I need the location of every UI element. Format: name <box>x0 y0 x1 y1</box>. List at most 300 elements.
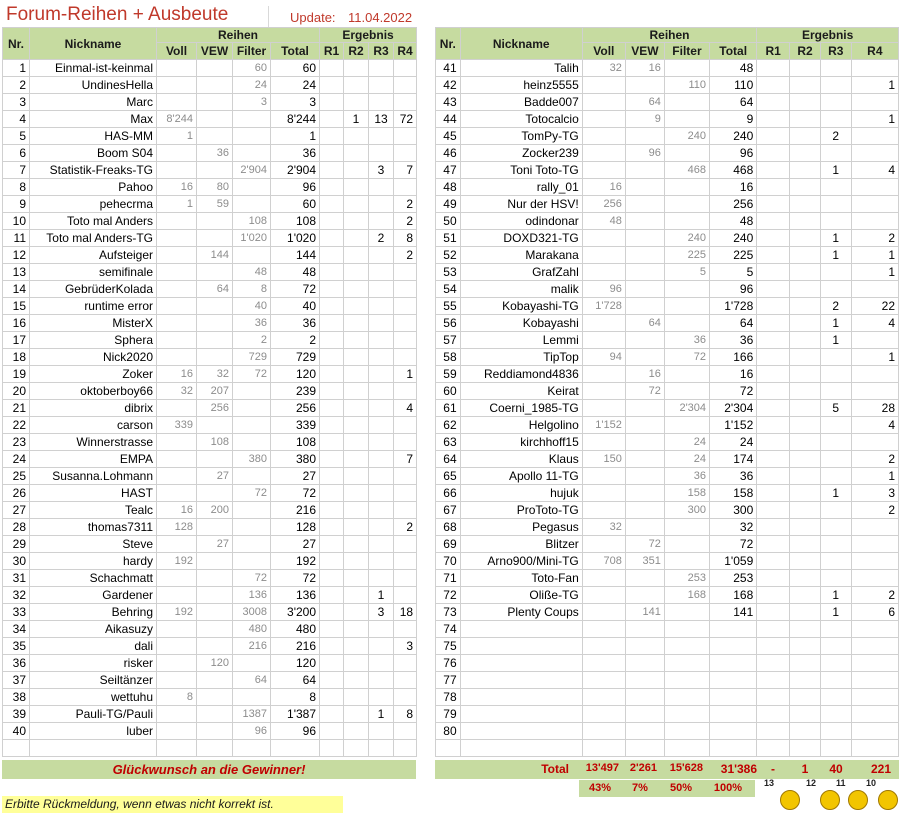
cell-r3[interactable] <box>820 468 851 485</box>
cell-r2[interactable] <box>790 281 821 298</box>
cell-voll[interactable] <box>157 672 197 689</box>
cell-r4[interactable] <box>851 706 898 723</box>
cell-r3[interactable] <box>369 621 394 638</box>
cell-r2[interactable] <box>790 587 821 604</box>
cell-total[interactable]: 40 <box>271 298 320 315</box>
cell-total[interactable]: 1'059 <box>710 553 757 570</box>
cell-voll[interactable] <box>157 638 197 655</box>
cell-voll[interactable] <box>582 655 625 672</box>
cell-total[interactable]: 1'020 <box>271 230 320 247</box>
cell-r4[interactable] <box>394 672 417 689</box>
cell-nickname[interactable]: luber <box>30 723 157 740</box>
cell-total[interactable]: 240 <box>710 128 757 145</box>
cell-voll[interactable]: 256 <box>582 196 625 213</box>
table-row[interactable] <box>436 60 899 77</box>
table-row[interactable] <box>436 417 899 434</box>
cell-r3[interactable] <box>369 128 394 145</box>
cell-total[interactable]: 48 <box>710 60 757 77</box>
cell-r3[interactable]: 2 <box>369 230 394 247</box>
cell-r3[interactable] <box>369 349 394 366</box>
cell-vew[interactable] <box>625 451 664 468</box>
cell-filter[interactable]: 729 <box>233 349 271 366</box>
cell-r4[interactable]: 4 <box>851 162 898 179</box>
table-row[interactable] <box>436 366 899 383</box>
cell-voll[interactable] <box>157 485 197 502</box>
cell-vew[interactable] <box>625 468 664 485</box>
cell-r2[interactable] <box>344 655 369 672</box>
cell-nickname[interactable]: semifinale <box>30 264 157 281</box>
cell-r1[interactable] <box>320 672 344 689</box>
cell-r1[interactable] <box>757 468 790 485</box>
col-header-nr[interactable]: Nr. <box>436 28 461 60</box>
cell-voll[interactable] <box>582 723 625 740</box>
cell-r2[interactable] <box>790 77 821 94</box>
cell-nickname[interactable]: HAST <box>30 485 157 502</box>
cell-r2[interactable] <box>344 417 369 434</box>
cell-r4[interactable] <box>394 94 417 111</box>
cell-r4[interactable] <box>394 417 417 434</box>
cell-filter[interactable] <box>664 281 709 298</box>
cell-vew[interactable] <box>197 570 233 587</box>
cell-nr[interactable]: 32 <box>3 587 30 604</box>
cell-nr[interactable]: 2 <box>3 77 30 94</box>
cell-r2[interactable] <box>344 332 369 349</box>
cell-r4[interactable]: 2 <box>394 196 417 213</box>
cell-voll[interactable]: 708 <box>582 553 625 570</box>
cell-voll[interactable] <box>157 281 197 298</box>
cell-total[interactable]: 256 <box>710 196 757 213</box>
cell-vew[interactable]: 72 <box>625 383 664 400</box>
cell-r3[interactable] <box>369 400 394 417</box>
cell-r3[interactable]: 1 <box>369 587 394 604</box>
cell-r3[interactable] <box>369 196 394 213</box>
cell-total[interactable]: 168 <box>710 587 757 604</box>
cell-nr[interactable]: 8 <box>3 179 30 196</box>
cell-r1[interactable] <box>320 349 344 366</box>
cell-vew[interactable] <box>625 128 664 145</box>
cell-r1[interactable] <box>757 179 790 196</box>
cell-filter[interactable] <box>233 145 271 162</box>
cell-voll[interactable] <box>582 230 625 247</box>
cell-nr[interactable]: 41 <box>436 60 461 77</box>
cell-total[interactable]: 216 <box>271 502 320 519</box>
cell-nickname[interactable]: carson <box>30 417 157 434</box>
cell-r1[interactable] <box>320 604 344 621</box>
cell-r1[interactable] <box>320 570 344 587</box>
cell-r2[interactable] <box>790 502 821 519</box>
cell-nickname[interactable] <box>460 689 582 706</box>
table-row[interactable] <box>3 162 417 179</box>
cell-vew[interactable]: 207 <box>197 383 233 400</box>
cell-nr[interactable]: 53 <box>436 264 461 281</box>
table-row[interactable] <box>436 689 899 706</box>
cell-r3[interactable] <box>369 77 394 94</box>
table-row[interactable] <box>436 434 899 451</box>
cell-nickname[interactable]: hujuk <box>460 485 582 502</box>
table-row[interactable] <box>436 77 899 94</box>
cell-total[interactable]: 48 <box>710 213 757 230</box>
cell-r3[interactable]: 1 <box>820 485 851 502</box>
cell-r4[interactable] <box>851 128 898 145</box>
cell-voll[interactable] <box>157 332 197 349</box>
cell-r1[interactable] <box>757 247 790 264</box>
cell-r2[interactable] <box>344 621 369 638</box>
cell-filter[interactable]: 380 <box>233 451 271 468</box>
cell-filter[interactable]: 110 <box>664 77 709 94</box>
cell-r3[interactable] <box>820 570 851 587</box>
cell-r4[interactable]: 4 <box>851 315 898 332</box>
cell-nr[interactable]: 1 <box>3 60 30 77</box>
cell-r1[interactable] <box>757 349 790 366</box>
cell-nr[interactable]: 17 <box>3 332 30 349</box>
cell-total[interactable]: 8 <box>271 689 320 706</box>
cell-filter[interactable] <box>233 655 271 672</box>
cell-nickname[interactable]: TomPy-TG <box>460 128 582 145</box>
table-row[interactable] <box>436 723 899 740</box>
cell-total[interactable]: 108 <box>271 434 320 451</box>
cell-filter[interactable] <box>233 536 271 553</box>
cell-filter[interactable] <box>664 672 709 689</box>
cell-voll[interactable] <box>582 247 625 264</box>
cell-r2[interactable] <box>790 94 821 111</box>
cell-r4[interactable] <box>394 383 417 400</box>
cell-vew[interactable] <box>197 723 233 740</box>
cell-total[interactable]: 27 <box>271 536 320 553</box>
cell-total[interactable]: 253 <box>710 570 757 587</box>
cell-r1[interactable] <box>757 230 790 247</box>
cell-r3[interactable] <box>369 332 394 349</box>
table-row[interactable] <box>3 315 417 332</box>
cell-r2[interactable] <box>344 213 369 230</box>
cell-total[interactable]: 192 <box>271 553 320 570</box>
cell-r1[interactable] <box>320 162 344 179</box>
cell-r3[interactable] <box>820 94 851 111</box>
cell-r1[interactable] <box>757 689 790 706</box>
table-row[interactable] <box>3 536 417 553</box>
cell-filter[interactable]: 158 <box>664 485 709 502</box>
table-row[interactable] <box>436 383 899 400</box>
cell-r4[interactable] <box>394 468 417 485</box>
cell-filter[interactable]: 24 <box>664 451 709 468</box>
cell-filter[interactable] <box>233 434 271 451</box>
cell-r2[interactable] <box>790 213 821 230</box>
cell-voll[interactable]: 8 <box>157 689 197 706</box>
cell-total[interactable]: 32 <box>710 519 757 536</box>
cell-r1[interactable] <box>757 570 790 587</box>
cell-r4[interactable] <box>394 349 417 366</box>
table-row[interactable] <box>436 570 899 587</box>
col-header-nickname[interactable]: Nickname <box>460 28 582 60</box>
cell-r1[interactable] <box>320 434 344 451</box>
cell-voll[interactable] <box>582 145 625 162</box>
cell-r2[interactable] <box>344 179 369 196</box>
cell-r2[interactable] <box>790 349 821 366</box>
cell-nickname[interactable]: Nick2020 <box>30 349 157 366</box>
cell-nickname[interactable]: UndinesHella <box>30 77 157 94</box>
cell-r2[interactable] <box>790 434 821 451</box>
cell-r1[interactable] <box>757 502 790 519</box>
cell-vew[interactable]: 36 <box>197 145 233 162</box>
cell-r1[interactable] <box>320 519 344 536</box>
cell-voll[interactable] <box>157 570 197 587</box>
cell-r2[interactable] <box>790 536 821 553</box>
cell-voll[interactable] <box>582 536 625 553</box>
cell-vew[interactable] <box>197 349 233 366</box>
cell-voll[interactable]: 150 <box>582 451 625 468</box>
cell-filter[interactable]: 72 <box>233 485 271 502</box>
cell-r4[interactable] <box>851 383 898 400</box>
cell-nickname[interactable]: Keirat <box>460 383 582 400</box>
cell-voll[interactable] <box>582 638 625 655</box>
cell-voll[interactable] <box>157 400 197 417</box>
cell-r4[interactable] <box>851 672 898 689</box>
cell-r4[interactable] <box>851 553 898 570</box>
cell-nickname[interactable]: Kobayashi-TG <box>460 298 582 315</box>
cell-r3[interactable] <box>369 485 394 502</box>
cell-r2[interactable] <box>790 468 821 485</box>
cell-nr[interactable]: 75 <box>436 638 461 655</box>
table-row[interactable] <box>3 672 417 689</box>
cell-r2[interactable] <box>344 604 369 621</box>
cell-filter[interactable] <box>233 400 271 417</box>
cell-vew[interactable]: 27 <box>197 468 233 485</box>
cell-filter[interactable]: 36 <box>664 332 709 349</box>
cell-vew[interactable] <box>625 519 664 536</box>
cell-voll[interactable] <box>157 587 197 604</box>
cell-r2[interactable] <box>344 706 369 723</box>
cell-nr[interactable]: 67 <box>436 502 461 519</box>
cell-r4[interactable] <box>851 655 898 672</box>
cell-nr[interactable]: 57 <box>436 332 461 349</box>
cell-r1[interactable] <box>320 77 344 94</box>
cell-voll[interactable] <box>582 264 625 281</box>
cell-nickname[interactable]: Susanna.Lohmann <box>30 468 157 485</box>
cell-r4[interactable]: 28 <box>851 400 898 417</box>
cell-nickname[interactable]: Lemmi <box>460 332 582 349</box>
table-row[interactable] <box>3 468 417 485</box>
cell-r2[interactable] <box>790 60 821 77</box>
cell-filter[interactable] <box>664 655 709 672</box>
cell-nr[interactable]: 37 <box>3 672 30 689</box>
cell-nickname[interactable]: dibrix <box>30 400 157 417</box>
cell-nickname[interactable]: Kobayashi <box>460 315 582 332</box>
cell-nr[interactable]: 3 <box>3 94 30 111</box>
cell-nickname[interactable]: Seiltänzer <box>30 672 157 689</box>
cell-r2[interactable] <box>790 519 821 536</box>
cell-r4[interactable] <box>394 264 417 281</box>
cell-nr[interactable]: 30 <box>3 553 30 570</box>
cell-r2[interactable] <box>344 723 369 740</box>
cell-vew[interactable] <box>625 706 664 723</box>
cell-r3[interactable]: 1 <box>820 230 851 247</box>
cell-r3[interactable] <box>820 77 851 94</box>
cell-total[interactable]: 27 <box>271 468 320 485</box>
cell-r2[interactable] <box>344 587 369 604</box>
cell-voll[interactable] <box>157 94 197 111</box>
cell-r3[interactable] <box>369 417 394 434</box>
cell-nr[interactable]: 50 <box>436 213 461 230</box>
cell-nickname[interactable]: Nur der HSV! <box>460 196 582 213</box>
cell-filter[interactable]: 64 <box>233 672 271 689</box>
cell-r4[interactable]: 3 <box>394 638 417 655</box>
cell-nr[interactable]: 33 <box>3 604 30 621</box>
cell-voll[interactable]: 16 <box>157 366 197 383</box>
table-row[interactable] <box>3 400 417 417</box>
table-row[interactable] <box>3 553 417 570</box>
cell-r4[interactable]: 2 <box>394 213 417 230</box>
cell-r4[interactable] <box>851 638 898 655</box>
cell-r4[interactable]: 2 <box>851 230 898 247</box>
cell-voll[interactable] <box>157 162 197 179</box>
cell-total[interactable]: 36 <box>710 332 757 349</box>
cell-voll[interactable] <box>157 621 197 638</box>
cell-r3[interactable] <box>820 417 851 434</box>
table-row[interactable] <box>3 60 417 77</box>
cell-r1[interactable] <box>320 723 344 740</box>
cell-voll[interactable] <box>582 604 625 621</box>
cell-voll[interactable] <box>157 434 197 451</box>
table-row[interactable] <box>3 213 417 230</box>
table-row[interactable] <box>436 485 899 502</box>
cell-r4[interactable]: 2 <box>394 519 417 536</box>
cell-voll[interactable]: 48 <box>582 213 625 230</box>
cell-r4[interactable] <box>394 723 417 740</box>
table-row[interactable] <box>436 349 899 366</box>
cell-r1[interactable] <box>757 553 790 570</box>
col-header-r3[interactable]: R3 <box>820 43 851 60</box>
cell-voll[interactable] <box>582 315 625 332</box>
cell-r3[interactable] <box>820 638 851 655</box>
cell-r2[interactable] <box>790 162 821 179</box>
cell-r4[interactable]: 72 <box>394 111 417 128</box>
table-row[interactable] <box>3 485 417 502</box>
cell-nr[interactable]: 63 <box>436 434 461 451</box>
cell-r4[interactable]: 2 <box>394 247 417 264</box>
cell-total[interactable]: 16 <box>710 366 757 383</box>
cell-filter[interactable] <box>664 553 709 570</box>
cell-r4[interactable] <box>394 689 417 706</box>
cell-nr[interactable]: 76 <box>436 655 461 672</box>
cell-voll[interactable]: 1'728 <box>582 298 625 315</box>
cell-r1[interactable] <box>320 502 344 519</box>
cell-total[interactable]: 120 <box>271 366 320 383</box>
cell-voll[interactable] <box>582 94 625 111</box>
cell-r3[interactable] <box>369 315 394 332</box>
cell-filter[interactable] <box>664 706 709 723</box>
cell-r1[interactable] <box>757 264 790 281</box>
cell-nickname[interactable] <box>460 621 582 638</box>
cell-r4[interactable]: 7 <box>394 451 417 468</box>
cell-nickname[interactable]: Boom S04 <box>30 145 157 162</box>
cell-total[interactable] <box>710 621 757 638</box>
cell-r3[interactable]: 1 <box>369 706 394 723</box>
cell-total[interactable]: 480 <box>271 621 320 638</box>
cell-total[interactable]: 239 <box>271 383 320 400</box>
cell-voll[interactable] <box>582 468 625 485</box>
cell-nickname[interactable]: odindonar <box>460 213 582 230</box>
cell-nickname[interactable] <box>460 655 582 672</box>
cell-nickname[interactable]: oktoberboy66 <box>30 383 157 400</box>
cell-r2[interactable] <box>344 264 369 281</box>
cell-filter[interactable] <box>664 94 709 111</box>
cell-nickname[interactable]: Tealc <box>30 502 157 519</box>
cell-r1[interactable] <box>320 128 344 145</box>
cell-vew[interactable] <box>625 587 664 604</box>
col-header-r1[interactable]: R1 <box>757 43 790 60</box>
cell-r1[interactable] <box>320 213 344 230</box>
cell-filter[interactable]: 96 <box>233 723 271 740</box>
cell-nr[interactable]: 10 <box>3 213 30 230</box>
table-row[interactable] <box>436 332 899 349</box>
cell-total[interactable]: 468 <box>710 162 757 179</box>
cell-voll[interactable] <box>157 298 197 315</box>
cell-r2[interactable] <box>790 315 821 332</box>
cell-nr[interactable]: 61 <box>436 400 461 417</box>
cell-voll[interactable]: 16 <box>582 179 625 196</box>
cell-filter[interactable]: 8 <box>233 281 271 298</box>
cell-r1[interactable] <box>757 213 790 230</box>
cell-r2[interactable] <box>344 315 369 332</box>
cell-vew[interactable] <box>625 434 664 451</box>
cell-r2[interactable] <box>344 162 369 179</box>
cell-filter[interactable] <box>233 553 271 570</box>
cell-r3[interactable] <box>820 179 851 196</box>
cell-total[interactable]: 141 <box>710 604 757 621</box>
cell-filter[interactable]: 225 <box>664 247 709 264</box>
cell-r2[interactable] <box>790 264 821 281</box>
cell-nr[interactable]: 59 <box>436 366 461 383</box>
cell-voll[interactable] <box>582 332 625 349</box>
cell-filter[interactable]: 24 <box>664 434 709 451</box>
cell-filter[interactable] <box>233 417 271 434</box>
cell-nickname[interactable]: Aikasuzy <box>30 621 157 638</box>
cell-r1[interactable] <box>757 621 790 638</box>
cell-vew[interactable] <box>197 672 233 689</box>
cell-nickname[interactable]: Gardener <box>30 587 157 604</box>
cell-nickname[interactable]: TipTop <box>460 349 582 366</box>
cell-nr[interactable]: 42 <box>436 77 461 94</box>
cell-nr[interactable]: 54 <box>436 281 461 298</box>
cell-vew[interactable] <box>625 400 664 417</box>
cell-r1[interactable] <box>757 638 790 655</box>
cell-filter[interactable]: 72 <box>664 349 709 366</box>
cell-vew[interactable] <box>197 162 233 179</box>
cell-r1[interactable] <box>757 604 790 621</box>
cell-r4[interactable]: 2 <box>851 502 898 519</box>
table-row[interactable] <box>436 519 899 536</box>
cell-r1[interactable] <box>757 60 790 77</box>
cell-r3[interactable] <box>820 264 851 281</box>
cell-filter[interactable] <box>664 60 709 77</box>
cell-r1[interactable] <box>320 94 344 111</box>
cell-voll[interactable] <box>582 111 625 128</box>
table-row[interactable] <box>3 434 417 451</box>
col-header-nickname[interactable]: Nickname <box>30 28 157 60</box>
cell-vew[interactable] <box>625 77 664 94</box>
cell-r1[interactable] <box>320 485 344 502</box>
cell-vew[interactable] <box>625 485 664 502</box>
cell-r4[interactable] <box>394 281 417 298</box>
table-row[interactable] <box>436 553 899 570</box>
cell-total[interactable]: 158 <box>710 485 757 502</box>
table-row[interactable] <box>3 519 417 536</box>
cell-filter[interactable]: 300 <box>664 502 709 519</box>
cell-nickname[interactable] <box>460 638 582 655</box>
cell-nr[interactable]: 23 <box>3 434 30 451</box>
cell-r4[interactable] <box>394 587 417 604</box>
cell-r1[interactable] <box>320 468 344 485</box>
cell-voll[interactable]: 192 <box>157 553 197 570</box>
